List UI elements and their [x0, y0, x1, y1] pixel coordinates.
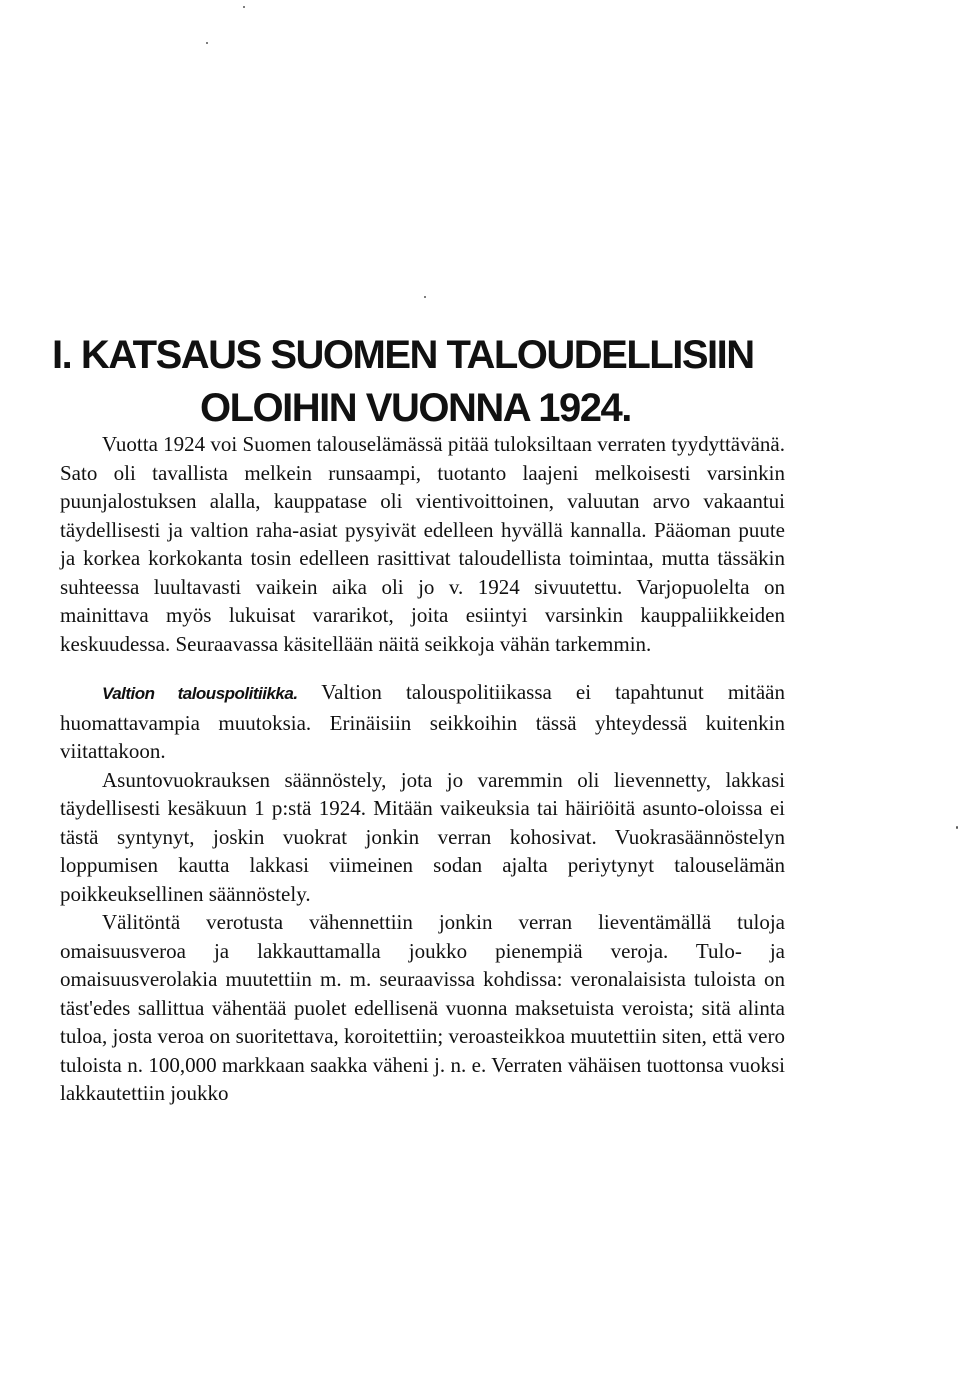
- page-title: [52, 329, 912, 435]
- print-speck: [956, 826, 958, 829]
- print-speck: [424, 296, 426, 298]
- title-line-2: OLOIHIN VUONNA 1924.: [200, 385, 631, 430]
- paragraph-overview: Vuotta 1924 voi Suomen talouselämässä pitää tuloksiltaan verraten tyydyttävänä. Sato oli tavallista melkein runsaampi, tuotanto laajeni melkoisesti varsinkin puunjalostuksen alalla, kauppatase oli vientivoittoinen, valuutan arvo vakaantui täydellisesti ja valtion raha-asiat pysyivät edelleen hyvällä kannalla. Pääoman puute ja korkea korkokanta tosin edelleen rasittivat taloudellista toimintaa, mutta tässäkin suhteessa luultavasti vaikein aika oli jo v. 1924 sivuutettu. Varjopuolelta on mainittava myös lukuisat vararikot, joita esiintyi varsinkin kauppaliikkeiden keskuudessa. Seuraavassa käsitellään näitä seikkoja vähän tarkemmin.: [60, 432, 785, 656]
- paragraph-gap: [60, 658, 785, 678]
- paragraph-fiscal-policy: [60, 678, 785, 766]
- paragraph-taxation: Välitöntä verotusta vähennettiin jonkin verran lieventämällä tuloja omaisuusveroa ja lakkauttamalla joukko pienempiä veroja. Tulo- ja omaisuusverolakia muutettiin m. m. seuraavissa kohdissa: veronalaisista tuloista on täst'edes sallittua vähentää puolet edellisenä vuonna maksetuista veroista; sitä alinta tuloa, josta veroa on suoritettava, koroitettiin; veroasteikkoa muutettiin siten, että vero tuloista n. 100,000 markkaan saakka väheni j. n. e. Verraten vähäisen tuottonsa vuoksi lakkautettiin joukko: [60, 910, 785, 1105]
- section-heading: Valtion talouspolitiikka.: [102, 684, 298, 703]
- print-speck: [206, 42, 208, 44]
- paragraph-text: Valtion talouspolitiikassa ei tapahtunut mitään huomattavampia muutoksia. Erinäisiin seikkoihin tässä yhteydessä kuitenkin viitattakoon.: [60, 680, 785, 763]
- paragraph-rent-control: Asuntovuokrauksen säännöstely, jota jo varemmin oli lievennetty, lakkasi täydellisesti kesäkuun 1 p:stä 1924. Mitään vaikeuksia tai häiriöitä asunto-oloissa ei tästä syntynyt, joskin vuokrat jonkin verran kohosivat. Vuokrasäännöstelyn loppumisen kautta lakkasi viimeinen sodan ajalta periytynyt talouselämän poikkeuksellinen säännöstely.: [60, 767, 785, 906]
- print-speck: [243, 6, 245, 8]
- body-text: [60, 430, 785, 1108]
- title-line-1: I. KATSAUS SUOMEN TALOUDELLISIIN: [52, 332, 754, 377]
